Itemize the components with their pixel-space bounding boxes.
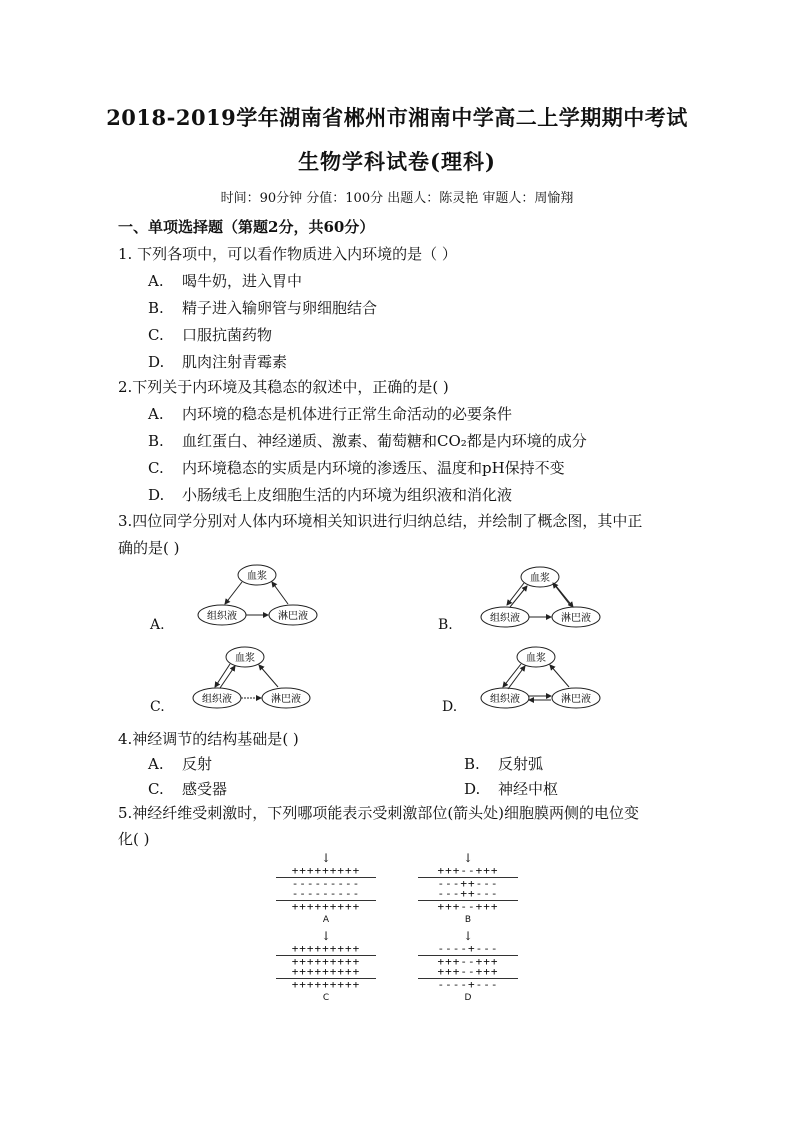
- panel-caption: A: [322, 915, 330, 925]
- lymph-text: 淋巴液: [271, 694, 301, 705]
- q3-diagram-b: [478, 565, 603, 635]
- stimulus-arrow-icon: ↓: [462, 929, 474, 943]
- q5-panel-d: ↓ ----+--- +++--+++ +++--+++ ----+--- D: [418, 930, 518, 1003]
- q5-stem-line1: 5.神经纤维受刺激时，下列哪项能表示受刺激部位(箭头处)细胞膜两侧的电位变: [118, 804, 640, 822]
- plasma-text: 血浆: [526, 653, 546, 664]
- q4-stem: 4.神经调节的结构基础是( ): [118, 730, 299, 748]
- q1-option-a: A. 喝牛奶，进入胃中: [148, 272, 303, 290]
- q3-choice-d-label: D.: [442, 699, 458, 715]
- q5-stem-line2: 化( ): [118, 830, 150, 848]
- q2-option-b: B. 血红蛋白、神经递质、激素、葡萄糖和CO₂都是内环境的成分: [148, 432, 587, 450]
- q4-option-a: A. 反射: [148, 755, 213, 773]
- lymph-text: 淋巴液: [561, 694, 591, 705]
- tissue-text: 组织液: [207, 611, 237, 622]
- q5-panel-a: ↓ +++++++++ --------- --------- +++++++++ A: [276, 852, 376, 925]
- q3-stem-line2: 确的是( ): [118, 539, 180, 557]
- exam-title: 2018-2019学年湖南省郴州市湘南中学高二上学期期中考试: [106, 105, 688, 130]
- tissue-text: 组织液: [490, 613, 520, 624]
- plasma-text: 血浆: [530, 573, 550, 584]
- q5-panel-c: ↓ +++++++++ +++++++++ +++++++++ +++++++++ C: [276, 930, 376, 1003]
- q2-option-d: D. 小肠绒毛上皮细胞生活的内环境为组织液和消化液: [148, 486, 513, 504]
- panel-caption: C: [322, 993, 330, 1003]
- panel-caption: D: [464, 993, 472, 1003]
- q3-choice-a-label: A.: [150, 617, 165, 633]
- q2-option-a: A. 内环境的稳态是机体进行正常生命活动的必要条件: [148, 405, 513, 423]
- plasma-text: 血浆: [235, 653, 255, 664]
- q2-option-c: C. 内环境稳态的实质是内环境的渗透压、温度和pH保持不变: [148, 459, 565, 477]
- q5-panel-b: ↓ +++--+++ ---++--- ---++--- +++--+++ B: [418, 852, 518, 925]
- q1-option-b: B. 精子进入输卵管与卵细胞结合: [148, 299, 378, 317]
- q3-choice-c-label: C.: [150, 699, 165, 715]
- q3-diagram-c: [190, 645, 315, 715]
- q4-option-d: D. 神经中枢: [464, 780, 559, 798]
- tissue-text: 组织液: [490, 694, 520, 705]
- q1-option-d: D. 肌肉注射青霉素: [148, 353, 288, 371]
- stimulus-arrow-icon: ↓: [320, 929, 332, 943]
- section-heading: 一、单项选择题（第题2分，共60分）: [118, 218, 375, 236]
- q1-stem: 1. 下列各项中，可以看作物质进入内环境的是（ ）: [118, 245, 457, 263]
- q4-option-c: C. 感受器: [148, 780, 228, 798]
- stimulus-arrow-icon: ↓: [320, 851, 332, 865]
- q3-diagram-d: [478, 645, 603, 715]
- q3-stem-line1: 3.四位同学分别对人体内环境相关知识进行归纳总结，并绘制了概念图，其中正: [118, 512, 643, 530]
- plasma-text: 血浆: [247, 571, 267, 582]
- lymph-text: 淋巴液: [278, 611, 308, 622]
- q2-stem: 2.下列关于内环境及其稳态的叙述中，正确的是( ): [118, 378, 449, 396]
- stimulus-arrow-icon: ↓: [462, 851, 474, 865]
- q1-option-c: C. 口服抗菌药物: [148, 326, 273, 344]
- q3-choice-b-label: B.: [438, 617, 453, 633]
- q4-option-b: B. 反射弧: [464, 755, 544, 773]
- lymph-text: 淋巴液: [561, 613, 591, 624]
- exam-subtitle: 生物学科试卷(理科): [298, 149, 496, 174]
- q3-diagram-a: [195, 563, 320, 633]
- panel-caption: B: [464, 915, 472, 925]
- tissue-text: 组织液: [202, 694, 232, 705]
- exam-meta: 时间：90分钟 分值：100分 出题人：陈灵艳 审题人：周愉翔: [220, 191, 574, 206]
